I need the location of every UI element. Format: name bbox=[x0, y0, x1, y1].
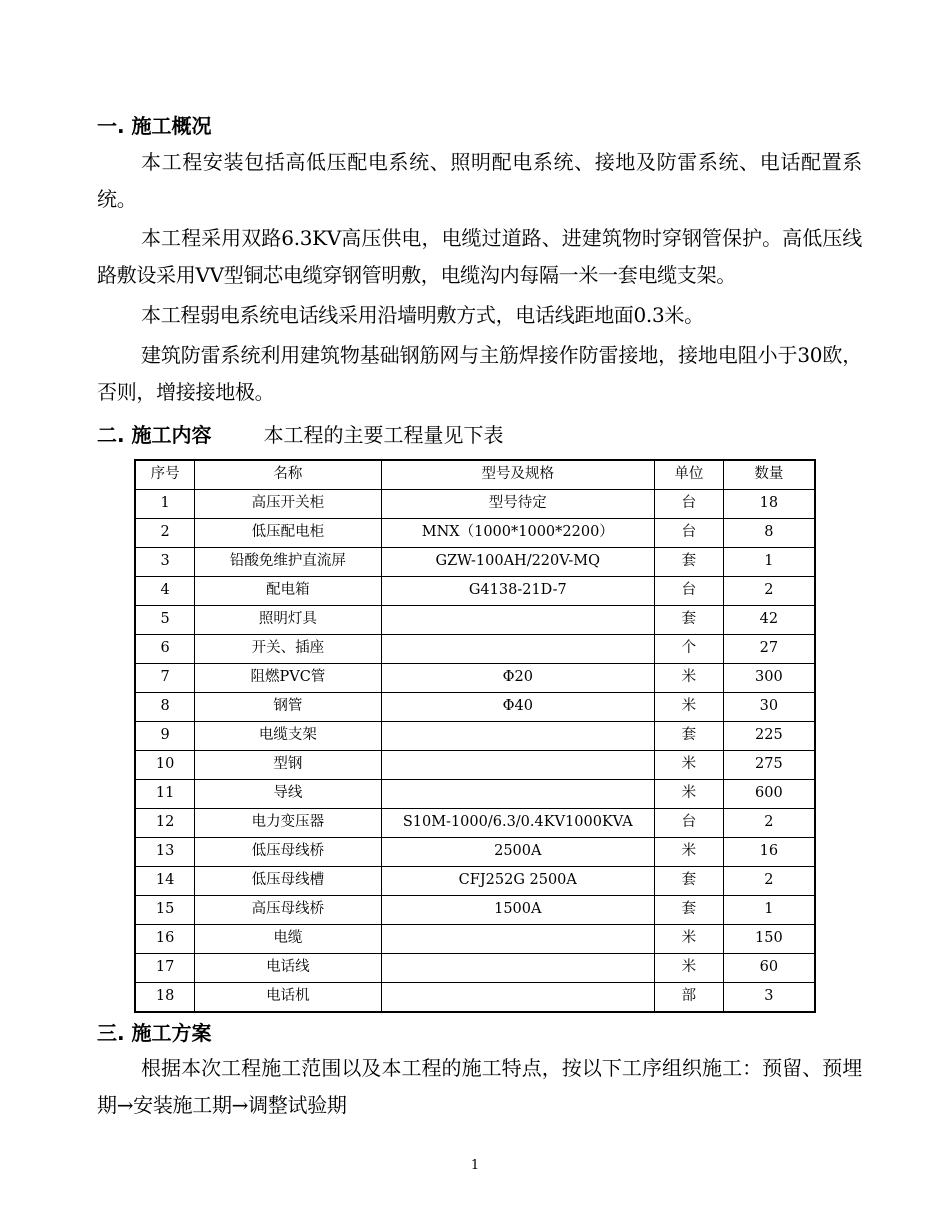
cell-unit: 米 bbox=[655, 925, 724, 954]
header-cell: 型号及规格 bbox=[381, 460, 655, 490]
cell-name: 电话机 bbox=[195, 983, 381, 1013]
cell-unit: 套 bbox=[655, 896, 724, 925]
cell-spec: GZW-100AH/220V-MQ bbox=[381, 548, 655, 577]
cell-index: 10 bbox=[135, 751, 195, 780]
cell-quantity: 275 bbox=[723, 751, 815, 780]
cell-quantity: 3 bbox=[723, 983, 815, 1013]
cell-spec bbox=[381, 722, 655, 751]
cell-unit: 台 bbox=[655, 519, 724, 548]
cell-spec bbox=[381, 954, 655, 983]
section-2-heading bbox=[97, 421, 504, 449]
cell-quantity: 27 bbox=[723, 635, 815, 664]
cell-name: 钢管 bbox=[195, 693, 381, 722]
cell-quantity: 150 bbox=[723, 925, 815, 954]
table-row bbox=[135, 896, 815, 925]
cell-unit: 米 bbox=[655, 954, 724, 983]
cell-index: 5 bbox=[135, 606, 195, 635]
cell-quantity: 1 bbox=[723, 896, 815, 925]
cell-spec: MNX（1000*1000*2200） bbox=[381, 519, 655, 548]
cell-unit: 台 bbox=[655, 577, 724, 606]
cell-unit: 部 bbox=[655, 983, 724, 1013]
paragraph-5: 根据本次工程施工范围以及本工程的施工特点，按以下工序组织施工：预留、预埋期→安装施工期→调整试验期 bbox=[97, 1056, 862, 1117]
header-cell: 序号 bbox=[135, 460, 195, 490]
section-2-lead: 本工程的主要工程量见下表 bbox=[263, 423, 504, 447]
cell-spec: G4138-21D-7 bbox=[381, 577, 655, 606]
cell-quantity: 8 bbox=[723, 519, 815, 548]
cell-name: 低压配电柜 bbox=[195, 519, 381, 548]
cell-spec bbox=[381, 780, 655, 809]
cell-index: 15 bbox=[135, 896, 195, 925]
cell-quantity: 2 bbox=[723, 867, 815, 896]
paragraph-2: 本工程采用双路6.3KV高压供电，电缆过道路、进建筑物时穿钢管保护。高低压线路敷设采用VV型铜芯电缆穿钢管明敷，电缆沟内每隔一米一套电缆支架。 bbox=[97, 226, 862, 287]
cell-unit: 套 bbox=[655, 722, 724, 751]
table-row bbox=[135, 635, 815, 664]
cell-index: 6 bbox=[135, 635, 195, 664]
cell-quantity: 225 bbox=[723, 722, 815, 751]
cell-spec: 2500A bbox=[381, 838, 655, 867]
table-body bbox=[135, 490, 815, 1013]
table-row bbox=[135, 548, 815, 577]
cell-name: 型钢 bbox=[195, 751, 381, 780]
cell-spec bbox=[381, 751, 655, 780]
table-row bbox=[135, 577, 815, 606]
cell-quantity: 600 bbox=[723, 780, 815, 809]
cell-index: 2 bbox=[135, 519, 195, 548]
cell-spec: 型号待定 bbox=[381, 490, 655, 519]
header-cell: 数量 bbox=[723, 460, 815, 490]
cell-quantity: 2 bbox=[723, 809, 815, 838]
cell-unit: 米 bbox=[655, 664, 724, 693]
table-row bbox=[135, 983, 815, 1013]
cell-index: 12 bbox=[135, 809, 195, 838]
cell-name: 电力变压器 bbox=[195, 809, 381, 838]
cell-index: 9 bbox=[135, 722, 195, 751]
section-3-title: 三. 施工方案 bbox=[97, 1021, 212, 1045]
cell-index: 7 bbox=[135, 664, 195, 693]
cell-unit: 米 bbox=[655, 838, 724, 867]
cell-index: 18 bbox=[135, 983, 195, 1013]
cell-index: 3 bbox=[135, 548, 195, 577]
cell-index: 8 bbox=[135, 693, 195, 722]
cell-unit: 米 bbox=[655, 751, 724, 780]
table-row bbox=[135, 490, 815, 519]
cell-spec bbox=[381, 635, 655, 664]
table-row bbox=[135, 606, 815, 635]
table-header-row bbox=[135, 460, 815, 490]
table-row bbox=[135, 954, 815, 983]
cell-quantity: 16 bbox=[723, 838, 815, 867]
cell-spec: CFJ252G 2500A bbox=[381, 867, 655, 896]
cell-spec: S10M-1000/6.3/0.4KV1000KVA bbox=[381, 809, 655, 838]
table-row bbox=[135, 780, 815, 809]
cell-unit: 个 bbox=[655, 635, 724, 664]
cell-index: 17 bbox=[135, 954, 195, 983]
cell-index: 13 bbox=[135, 838, 195, 867]
cell-unit: 套 bbox=[655, 548, 724, 577]
cell-spec: Φ20 bbox=[381, 664, 655, 693]
cell-quantity: 42 bbox=[723, 606, 815, 635]
section-3-heading bbox=[97, 1019, 212, 1047]
cell-quantity: 60 bbox=[723, 954, 815, 983]
cell-unit: 套 bbox=[655, 606, 724, 635]
cell-name: 阻燃PVC管 bbox=[195, 664, 381, 693]
section-1-title: 一. 施工概况 bbox=[97, 114, 212, 138]
table-row bbox=[135, 722, 815, 751]
cell-index: 1 bbox=[135, 490, 195, 519]
cell-spec: 1500A bbox=[381, 896, 655, 925]
paragraph-1: 本工程安装包括高低压配电系统、照明配电系统、接地及防雷系统、电话配置系统。 bbox=[97, 150, 862, 211]
cell-index: 11 bbox=[135, 780, 195, 809]
cell-name: 高压开关柜 bbox=[195, 490, 381, 519]
cell-quantity: 2 bbox=[723, 577, 815, 606]
cell-unit: 台 bbox=[655, 490, 724, 519]
cell-index: 16 bbox=[135, 925, 195, 954]
table-row bbox=[135, 519, 815, 548]
cell-name: 照明灯具 bbox=[195, 606, 381, 635]
cell-name: 电缆支架 bbox=[195, 722, 381, 751]
cell-spec bbox=[381, 983, 655, 1013]
cell-quantity: 300 bbox=[723, 664, 815, 693]
table-row bbox=[135, 693, 815, 722]
cell-quantity: 18 bbox=[723, 490, 815, 519]
cell-quantity: 1 bbox=[723, 548, 815, 577]
cell-unit: 台 bbox=[655, 809, 724, 838]
table-row bbox=[135, 751, 815, 780]
cell-name: 低压母线槽 bbox=[195, 867, 381, 896]
cell-name: 低压母线桥 bbox=[195, 838, 381, 867]
quantity-table bbox=[134, 459, 816, 1013]
table-row bbox=[135, 925, 815, 954]
cell-quantity: 30 bbox=[723, 693, 815, 722]
cell-name: 配电箱 bbox=[195, 577, 381, 606]
cell-name: 电话线 bbox=[195, 954, 381, 983]
cell-name: 电缆 bbox=[195, 925, 381, 954]
cell-index: 4 bbox=[135, 577, 195, 606]
paragraph-4: 建筑防雷系统利用建筑物基础钢筋网与主筋焊接作防雷接地，接地电阻小于30欧，否则，增接接地极。 bbox=[97, 343, 862, 404]
cell-name: 高压母线桥 bbox=[195, 896, 381, 925]
cell-unit: 米 bbox=[655, 693, 724, 722]
cell-unit: 米 bbox=[655, 780, 724, 809]
table-row bbox=[135, 809, 815, 838]
cell-name: 导线 bbox=[195, 780, 381, 809]
cell-spec bbox=[381, 925, 655, 954]
cell-name: 开关、插座 bbox=[195, 635, 381, 664]
page-number: 1 bbox=[470, 1158, 480, 1173]
cell-spec: Φ40 bbox=[381, 693, 655, 722]
cell-index: 14 bbox=[135, 867, 195, 896]
cell-unit: 套 bbox=[655, 867, 724, 896]
table-row bbox=[135, 664, 815, 693]
table-row bbox=[135, 838, 815, 867]
header-cell: 名称 bbox=[195, 460, 381, 490]
paragraph-3: 本工程弱电系统电话线采用沿墙明敷方式，电话线距地面0.3米。 bbox=[141, 303, 704, 327]
section-1-heading bbox=[97, 112, 212, 140]
cell-name: 铅酸免维护直流屏 bbox=[195, 548, 381, 577]
section-2-title: 二. 施工内容 bbox=[97, 423, 212, 447]
header-cell: 单位 bbox=[655, 460, 724, 490]
cell-spec bbox=[381, 606, 655, 635]
table-row bbox=[135, 867, 815, 896]
